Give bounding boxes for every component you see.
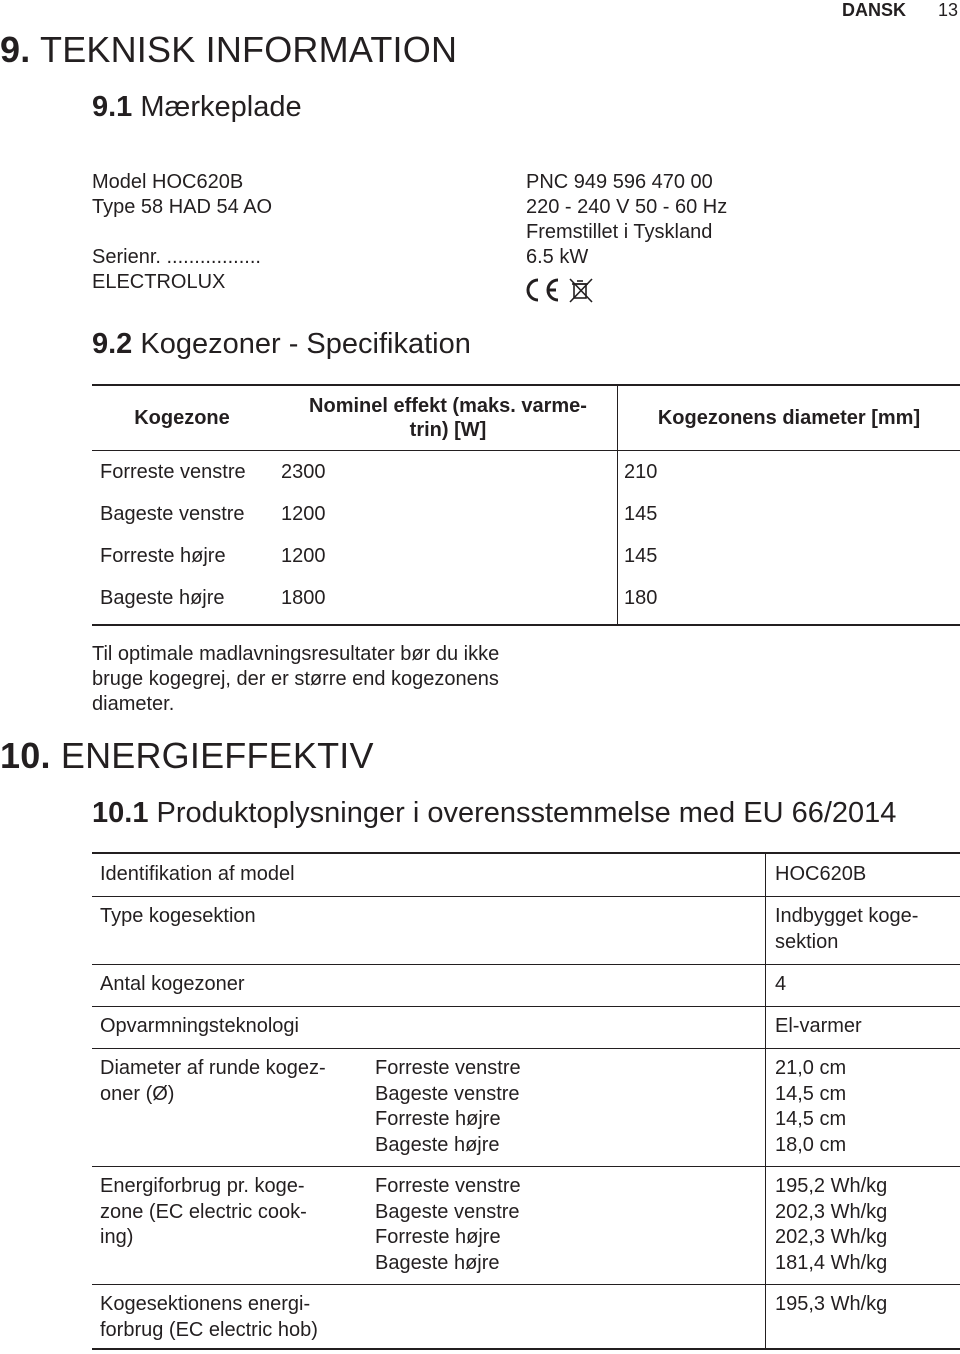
- ce-weee-icon: [524, 276, 596, 304]
- info-row-6-value-line: 202,3 Wh/kg: [775, 1226, 888, 1248]
- section-10-1-number: 10.1: [92, 797, 149, 829]
- info-row-3-label-line: Antal kogezoner: [100, 973, 245, 995]
- info-row-7-value: [775, 1292, 887, 1318]
- info-row-5-value: [775, 1056, 846, 1158]
- info-row-5-label: [100, 1056, 326, 1107]
- info-row-4-label-line: Opvarmningsteknologi: [100, 1015, 299, 1037]
- zones-row-4-power: 1800: [281, 587, 326, 609]
- info-row-1-value: [775, 862, 866, 888]
- rating-plate-type: Type 58 HAD 54 AO: [92, 196, 273, 218]
- info-row-6-value-line: 181,4 Wh/kg: [775, 1251, 888, 1274]
- info-row-2-value-line: sektion: [775, 930, 839, 953]
- info-row-6-zone-list-line: Forreste venstre: [375, 1175, 521, 1197]
- info-table-rule: [92, 1048, 960, 1049]
- rating-plate-power: 6.5 kW: [526, 246, 589, 268]
- zones-row-2-power: 1200: [281, 503, 326, 525]
- info-table-divider: [765, 854, 766, 1348]
- section-10-heading: [0, 736, 374, 776]
- info-row-5-value-line: 14,5 cm: [775, 1082, 847, 1105]
- section-9-2-title: Kogezoner - Specifikation: [140, 328, 471, 360]
- section-9-heading: [0, 30, 457, 70]
- rating-plate-brand: ELECTROLUX: [92, 271, 226, 293]
- info-row-5-zone-list-line: Bageste venstre: [375, 1082, 520, 1105]
- info-row-6-value: [775, 1174, 887, 1276]
- rating-plate-model: Model HOC620B: [92, 171, 244, 193]
- section-10-title: ENERGIEFFEKTIV: [60, 735, 374, 776]
- section-9-title: TEKNISK INFORMATION: [40, 29, 458, 70]
- info-table-rule: [92, 1006, 960, 1007]
- zones-row-3-zone: Forreste højre: [100, 545, 226, 567]
- info-row-6-zone-list-line: Forreste højre: [375, 1226, 501, 1248]
- info-row-5-zone-list-line: Forreste højre: [375, 1108, 501, 1130]
- usage-note: Til optimale madlavningsresultater bør du ikke bruge kogegrej, der er større end kogezonens diameter.: [92, 643, 500, 715]
- section-9-2-heading: [92, 327, 471, 361]
- zones-table-header-diameter: Kogezonens diameter [mm]: [657, 407, 921, 429]
- info-table-rule: [92, 964, 960, 965]
- info-row-5-value-line: 18,0 cm: [775, 1133, 847, 1156]
- rating-plate-voltage: 220 - 240 V 50 - 60 Hz: [526, 196, 728, 218]
- header-language: DANSK: [841, 0, 906, 20]
- rating-plate-right: [526, 170, 727, 270]
- info-table-rule: [92, 896, 960, 897]
- info-row-6-label-line: ing): [100, 1226, 134, 1248]
- info-row-6-value-line: 202,3 Wh/kg: [775, 1200, 888, 1223]
- section-10-1-title: Produktoplysninger i overensstemmelse med EU 66/2014: [156, 797, 897, 829]
- info-row-4-value-line: El-varmer: [775, 1015, 862, 1037]
- zones-row-1-diameter: 210: [624, 461, 658, 483]
- zones-table-header-zone: Kogezone: [134, 407, 230, 429]
- rating-plate-spacer: [92, 220, 272, 245]
- zones-row-1-power: 2300: [281, 461, 326, 483]
- section-9-number: 9.: [0, 29, 31, 70]
- info-row-6-zone-list-line: Bageste højre: [375, 1251, 500, 1274]
- info-row-2-value-line: Indbygget koge-: [775, 905, 919, 927]
- info-row-5-zone-list-line: Forreste venstre: [375, 1057, 521, 1079]
- info-row-6-zone-list: [375, 1174, 521, 1276]
- info-row-2-label: [100, 904, 256, 930]
- info-row-6-label: [100, 1174, 307, 1251]
- zones-row-3-diameter: 145: [624, 545, 658, 567]
- info-row-7-label-line: Kogesektionens energi-: [100, 1293, 311, 1315]
- info-table-rule: [92, 1166, 960, 1167]
- zones-row-2-zone: Bageste venstre: [100, 503, 245, 525]
- info-row-1-value-line: HOC620B: [775, 863, 867, 885]
- energy-info-table: [92, 852, 960, 1350]
- info-row-1-label: [100, 862, 295, 888]
- info-row-5-label-line: oner (Ø): [100, 1082, 175, 1105]
- info-row-5-zone-list: [375, 1056, 521, 1158]
- info-row-1-label-line: Identifikation af model: [100, 863, 295, 885]
- section-9-2-number: 9.2: [92, 328, 133, 360]
- info-row-7-label: [100, 1292, 318, 1343]
- info-row-7-value-line: 195,3 Wh/kg: [775, 1293, 888, 1315]
- section-9-1-title: Mærkeplade: [140, 91, 302, 123]
- zones-row-3-power: 1200: [281, 545, 326, 567]
- info-row-3-value: [775, 972, 786, 998]
- zones-row-2-diameter: 145: [624, 503, 658, 525]
- info-row-7-label-line: forbrug (EC electric hob): [100, 1318, 318, 1341]
- info-row-2-value: [775, 904, 918, 955]
- info-row-5-value-line: 14,5 cm: [775, 1108, 847, 1130]
- zones-table: [92, 384, 960, 626]
- zones-row-4-zone: Bageste højre: [100, 587, 225, 609]
- info-row-6-zone-list-line: Bageste venstre: [375, 1200, 520, 1223]
- info-row-6-value-line: 195,2 Wh/kg: [775, 1175, 888, 1197]
- rating-plate-serial: Serienr. .................: [92, 246, 261, 268]
- rating-plate-origin: Fremstillet i Tyskland: [526, 221, 713, 243]
- info-row-6-label-line: zone (EC electric cook-: [100, 1200, 307, 1223]
- zones-row-1-zone: Forreste venstre: [100, 461, 246, 483]
- info-row-3-label: [100, 972, 245, 998]
- info-row-2-label-line: Type kogesektion: [100, 905, 256, 927]
- section-10-1-heading: [92, 796, 896, 830]
- info-table-rule: [92, 1284, 960, 1285]
- zones-table-header-power: Nominel effekt (maks. varme- trin) [W]: [309, 395, 587, 441]
- info-row-3-value-line: 4: [775, 973, 787, 995]
- section-9-1-number: 9.1: [92, 91, 133, 123]
- rating-plate-pnc: PNC 949 596 470 00: [526, 171, 713, 193]
- page-number: 13: [937, 0, 958, 20]
- zones-table-header-rule: [92, 450, 960, 451]
- section-9-1-heading: [92, 90, 302, 124]
- info-row-5-label-line: Diameter af runde kogez-: [100, 1057, 326, 1079]
- info-row-6-label-line: Energiforbrug pr. koge-: [100, 1175, 305, 1197]
- info-row-5-zone-list-line: Bageste højre: [375, 1133, 500, 1156]
- section-10-number: 10.: [0, 735, 51, 776]
- info-row-4-value: [775, 1014, 862, 1040]
- info-row-4-label: [100, 1014, 299, 1040]
- zones-row-4-diameter: 180: [624, 587, 658, 609]
- info-row-5-value-line: 21,0 cm: [775, 1057, 847, 1079]
- rating-plate-left: [92, 170, 272, 295]
